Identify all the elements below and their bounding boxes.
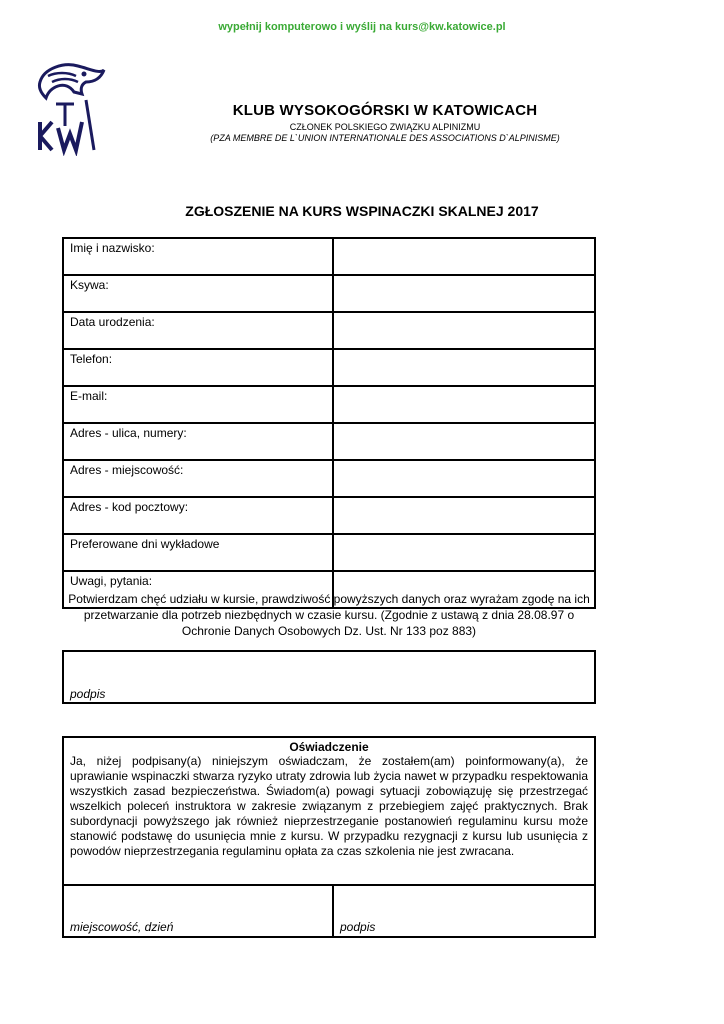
field-label-street: Adres - ulica, numery: [63,423,333,460]
email-input[interactable] [334,387,594,422]
field-cell-birth-date [333,312,595,349]
declaration-box [62,736,596,938]
field-row [63,386,595,423]
field-row [63,275,595,312]
nickname-input[interactable] [334,276,594,311]
field-cell-postal-code [333,497,595,534]
field-cell-street [333,423,595,460]
declaration-text: Ja, niżej podpisany(a) niniejszym oświadczam, że zostałem(am) poinformowany(a), że uprawianie wspinaczki stwarza ryzyko utraty zdrowia lub życia nawet w przypadku respektowania wszystkich zasad bezpieczeństwa. Świadom(a) powagi sytuacji zobowiązuję się przestrzegać wszelkich poleceń instruktora w zakresie związanym z przebiegiem zajęć praktycznych. Brak subordynacji powyższego jak również nieprzestrzeganie postanowień regulaminu kursu może stanowić podstawę do usunięcia mnie z kursu. W przypadku rezygnacji z kursu lub usunięcia z powodów nieprzestrzegania regulaminu opłata za czas szkolenia nie jest zwracana. [70,754,588,858]
field-cell-lecture-days [333,534,595,571]
declaration-column-divider [332,884,334,936]
city-input[interactable] [334,461,594,496]
field-label-birth-date: Data urodzenia: [63,312,333,349]
postal-code-input[interactable] [334,498,594,533]
lecture-days-input[interactable] [334,535,594,570]
declaration-divider [64,884,594,886]
consent-statement: Potwierdzam chęć udziału w kursie, prawdziwość powyższych danych oraz wyrażam zgodę na ich przetwarzanie dla potrzeb niezbędnych w czasie kursu. (Zgodnie z ustawą z dnia 28.08.97 o Ochronie Danych Osobowych Dz. Ust. Nr 133 poz 883) [68,592,590,638]
field-label-postal-code: Adres - kod pocztowy: [63,497,333,534]
form-title: ZGŁOSZENIE NA KURS WSPINACZKI SKALNEJ 2017 [185,203,539,219]
field-row [63,460,595,497]
club-subtitle: CZŁONEK POLSKIEGO ZWIĄZKU ALPINIZMU [289,122,481,132]
signature-label: podpis [70,687,106,701]
field-label-phone: Telefon: [63,349,333,386]
registration-fields-table [62,237,596,609]
field-row [63,238,595,275]
field-cell-city [333,460,595,497]
email-instruction: wypełnij komputerowo i wyślij na kurs@kw.katowice.pl [218,21,506,33]
field-cell-email [333,386,595,423]
field-label-email: E-mail: [63,386,333,423]
field-row [63,312,595,349]
kkw-eagle-logo-icon [34,60,106,156]
club-subtitle-international: (PZA MEMBRE DE L`UNION INTERNATIONALE DES ASSOCIATIONS D`ALPINISME) [210,133,560,143]
birth-date-input[interactable] [334,313,594,348]
declaration-signature-label[interactable]: podpis [340,920,376,934]
field-label-city: Adres - miejscowość: [63,460,333,497]
signature-box[interactable] [62,650,596,704]
declaration-title: Oświadczenie [289,740,369,754]
street-input[interactable] [334,424,594,459]
field-row [63,534,595,571]
place-date-label[interactable]: miejscowość, dzień [70,920,174,934]
field-row [63,497,595,534]
field-row [63,349,595,386]
field-label-name: Imię i nazwisko: [63,238,333,275]
field-label-nickname: Ksywa: [63,275,333,312]
field-row [63,423,595,460]
phone-input[interactable] [334,350,594,385]
field-cell-name [333,238,595,275]
field-label-lecture-days: Preferowane dni wykładowe [63,534,333,571]
name-input[interactable] [334,239,594,274]
field-label-notes: Uwagi, pytania: [63,571,333,608]
field-cell-nickname [333,275,595,312]
club-name: KLUB WYSOKOGÓRSKI W KATOWICACH [232,102,538,119]
field-cell-phone [333,349,595,386]
